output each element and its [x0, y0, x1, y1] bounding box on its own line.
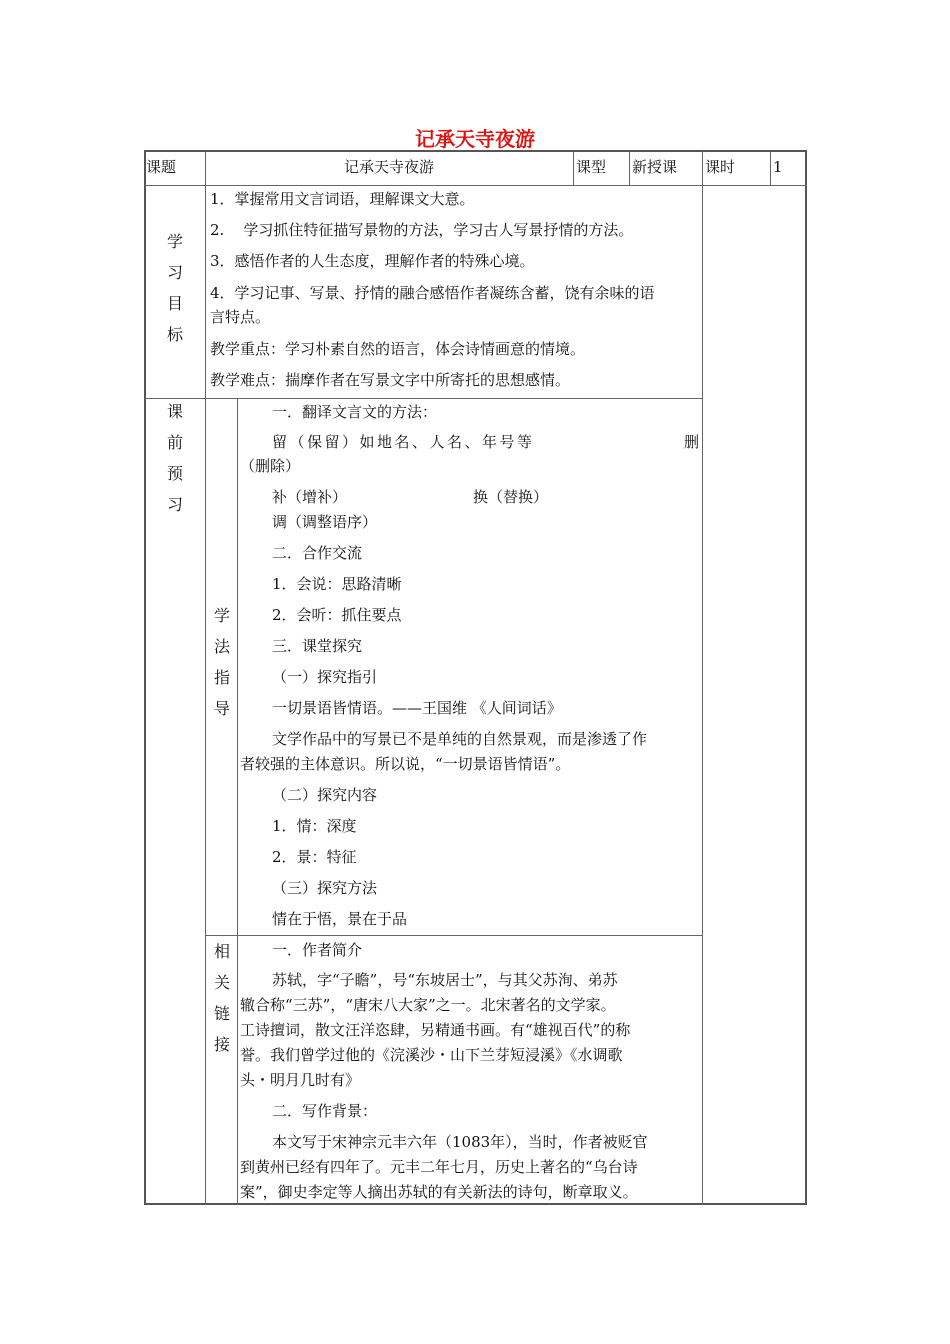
preview-line: （二）探究内容 [272, 786, 378, 804]
links-line: 二．写作背景： [272, 1102, 378, 1120]
hours-value: 1 [773, 158, 783, 176]
preview-line: 文学作品中的写景已不是单纯的自然景观，而是渗透了作 [272, 730, 648, 748]
method-guide-label: 学 法 指 导 [213, 606, 230, 718]
row-divider [144, 398, 702, 399]
preview-line: 者较强的主体意识。所以说，“一切景语皆情语”。 [240, 755, 571, 773]
preview-line: 一切景语皆情语。——王国维 《人间词话》 [272, 699, 562, 717]
links-line: 本文写于宋神宗元丰六年（1083年），当时，作者被贬官 [272, 1133, 648, 1151]
label-hours: 课时 [705, 158, 736, 176]
translate-adjust: 调（调整语序） [272, 513, 378, 531]
objective-line: 4．学习记事、写景、抒情的融合感悟作者凝练含蓄，饶有余味的语 [210, 284, 655, 302]
preview-line: 1．情：深度 [272, 817, 357, 835]
col-divider [629, 151, 630, 186]
preview-line: 2．会听：抓住要点 [272, 606, 402, 624]
links-line: 到黄州已经有四年了。元丰二年七月，历史上著名的“乌台诗 [240, 1158, 638, 1176]
objectives-label: 学 习 目 标 [166, 232, 183, 344]
links-line: 一．作者简介 [272, 941, 363, 959]
label-topic: 课题 [146, 158, 177, 176]
preview-line: 三．课堂探究 [272, 637, 363, 655]
translate-title: 一．翻译文言文的方法： [272, 403, 438, 421]
label-type: 课型 [576, 158, 607, 176]
translate-delete-note: （删除） [240, 457, 301, 475]
objective-line: 2. 学习抓住特征描写景物的方法，学习古人写景抒情的方法。 [210, 221, 634, 239]
preview-line: 1．会说：思路清晰 [272, 575, 402, 593]
objective-line: 3．感悟作者的人生态度，理解作者的特殊心境。 [210, 252, 535, 270]
objective-line: 1．掌握常用文言词语，理解课文大意。 [210, 190, 475, 208]
links-line: 苏轼，字“子瞻”，号“东坡居士”，与其父苏洵、弟苏 [272, 971, 618, 989]
links-line: 工诗擅词，散文汪洋恣肆，另精通书画。有“雄视百代”的称 [240, 1021, 631, 1039]
translate-keep: 留（保留）如地名、人名、年号等 [272, 433, 535, 451]
type-value: 新授课 [632, 158, 678, 176]
preview-line: 2．景：特征 [272, 848, 357, 866]
preview-line: 二．合作交流 [272, 544, 363, 562]
topic-value: 记承天寺夜游 [343, 158, 434, 176]
row-divider [205, 935, 702, 936]
links-line: 誉。我们曾学过他的《浣溪沙・山下兰芽短浸溪》《水调歌 [240, 1046, 623, 1064]
col-divider [702, 151, 703, 1204]
col-divider [237, 398, 238, 1204]
translate-add: 补（增补） [272, 488, 348, 506]
preview-line: 情在于悟，景在于品 [272, 910, 408, 928]
links-line: 辙合称“三苏”，“唐宋八大家”之一。北宋著名的文学家。 [240, 996, 616, 1014]
related-links-label: 相 关 链 接 [213, 942, 230, 1054]
preview-line: （三）探究方法 [272, 879, 378, 897]
links-line: 案”，御史李定等人摘出苏轼的有关新法的诗句，断章取义。 [240, 1183, 638, 1201]
links-line: 头・明月几时有》 [240, 1071, 361, 1089]
preview-label: 课 前 预 习 [166, 402, 183, 514]
objective-key-point: 教学重点：学习朴素自然的语言，体会诗情画意的情境。 [210, 340, 586, 358]
objective-line: 言特点。 [210, 308, 271, 326]
document-title: 记承天寺夜游 [415, 127, 535, 151]
translate-replace: 换（替换） [473, 488, 549, 506]
preview-line: （一）探究指引 [272, 668, 378, 686]
col-divider [205, 151, 206, 1204]
objective-difficult-point: 教学难点：揣摩作者在写景文字中所寄托的思想感情。 [210, 371, 571, 389]
col-divider [770, 151, 771, 186]
col-divider [573, 151, 574, 186]
translate-delete-char: 删 [684, 433, 700, 451]
row-divider [144, 185, 807, 186]
